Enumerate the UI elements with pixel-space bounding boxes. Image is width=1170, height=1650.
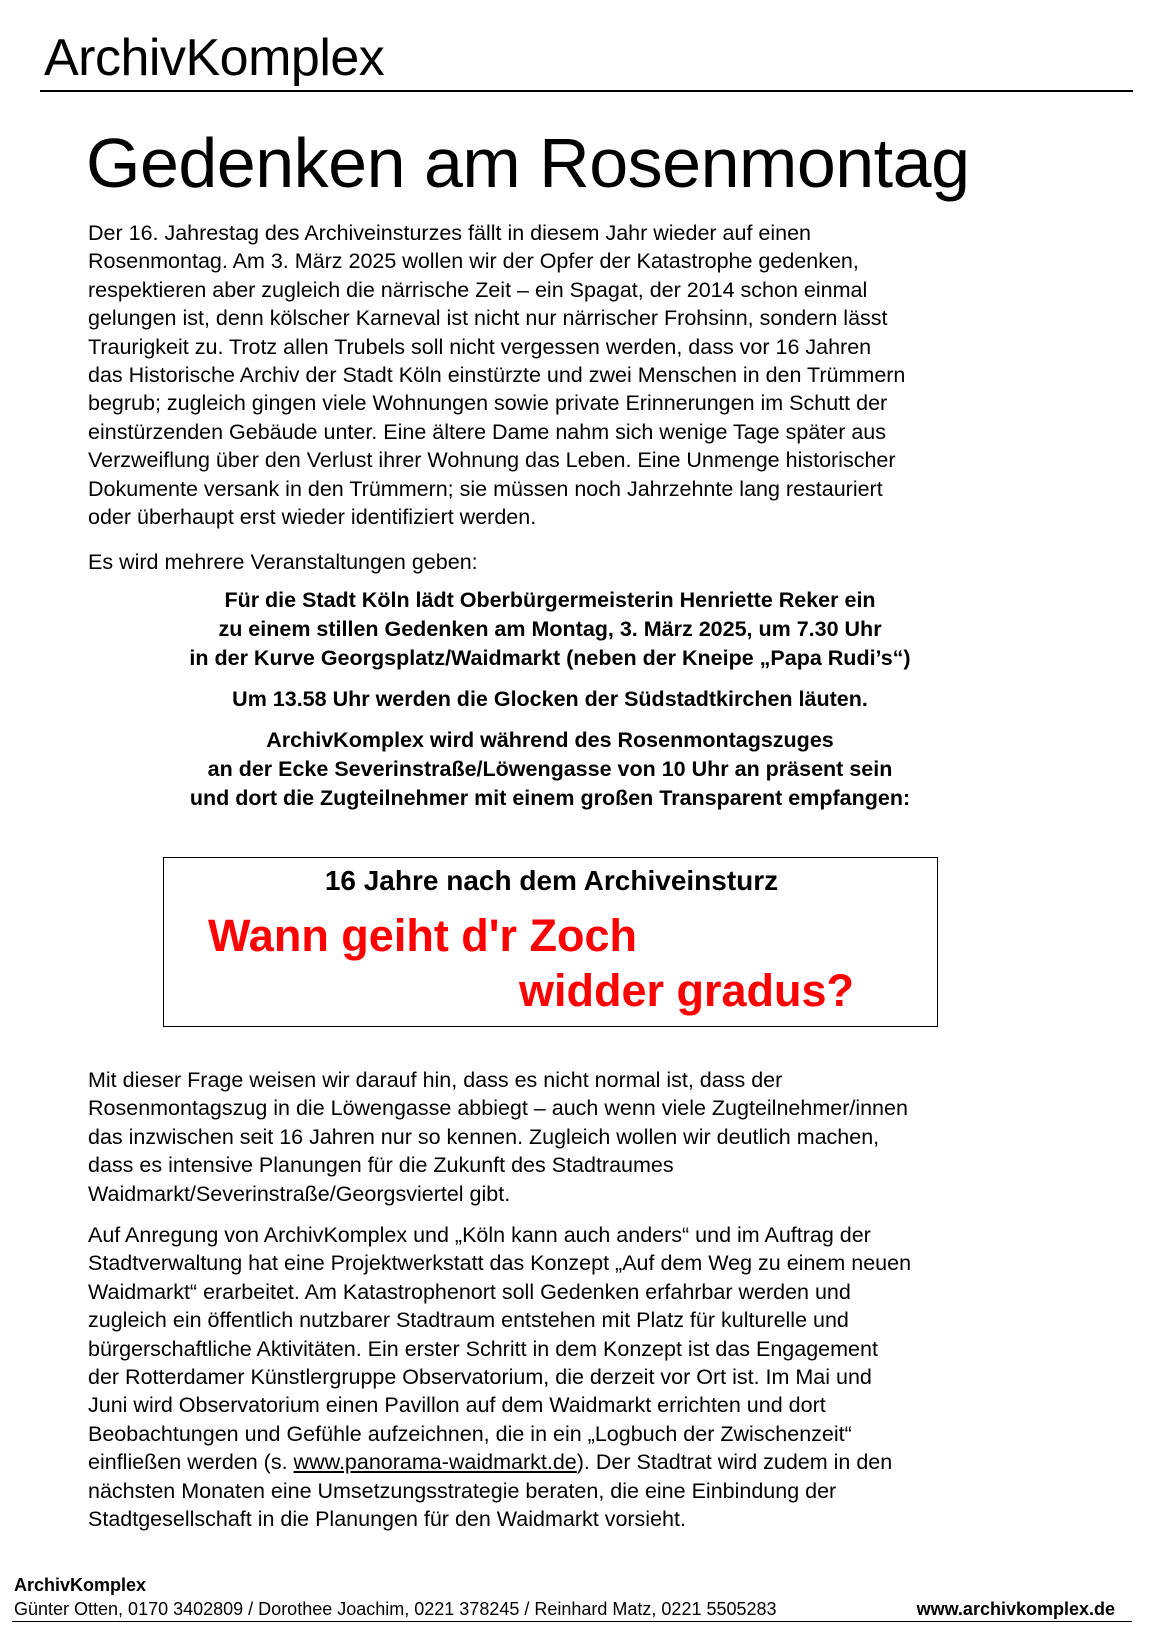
text-line: Um 13.58 Uhr werden die Glocken der Südstadtkirchen läuten. bbox=[232, 687, 868, 711]
events-lead: Es wird mehrere Veranstaltungen geben: bbox=[88, 550, 478, 574]
event-mayor-commemoration bbox=[0, 586, 1100, 673]
text-line: begrub; zugleich gingen viele Wohnungen sowie private Erinnerungen im Schutt der bbox=[88, 391, 888, 416]
banner-slogan-line-1: Wann geiht d'r Zoch bbox=[208, 910, 637, 961]
text-line: bürgerschaftliche Aktivitäten. Ein erster Schritt in dem Konzept ist das Engagement bbox=[88, 1336, 878, 1361]
header-rule bbox=[40, 90, 1133, 92]
project-paragraph bbox=[88, 1221, 1088, 1533]
text-line: dass es intensive Planungen für die Zukunft des Stadtraumes bbox=[88, 1153, 674, 1178]
text-line: Mit dieser Frage weisen wir darauf hin, dass es nicht normal ist, dass der bbox=[88, 1068, 783, 1092]
page-title: Gedenken am Rosenmontag bbox=[86, 124, 970, 202]
text-line: und dort die Zugteilnehmer mit einem großen Transparent empfangen: bbox=[189, 786, 911, 810]
text-line: nächsten Monaten eine Umsetzungsstrategie beraten, die eine Einbindung der bbox=[88, 1478, 837, 1503]
text-line: ArchivKomplex wird während des Rosenmontagszuges bbox=[266, 728, 834, 752]
link-prefix: einfließen werden (s. bbox=[88, 1450, 294, 1475]
text-line: in der Kurve Georgsplatz/Waidmarkt (neben der Kneipe „Papa Rudi’s“) bbox=[189, 646, 911, 670]
text-line: Rosenmontagszug in die Löwengasse abbiegt – auch wenn viele Zugteilnehmer/innen bbox=[88, 1096, 908, 1121]
text-line: oder überhaupt erst wieder identifiziert werden. bbox=[88, 505, 537, 530]
footer-contacts: Günter Otten, 0170 3402809 / Dorothee Joachim, 0221 378245 / Reinhard Matz, 0221 5505283 bbox=[14, 1599, 777, 1619]
text-line: Dokumente versank in den Trümmern; sie müssen noch Jahrzehnte lang restauriert bbox=[88, 476, 883, 501]
event-church-bells bbox=[0, 685, 1100, 714]
text-line: zu einem stillen Gedenken am Montag, 3. März 2025, um 7.30 Uhr bbox=[218, 617, 882, 641]
footer-brand: ArchivKomplex bbox=[14, 1575, 147, 1595]
text-line: Waidmarkt“ erarbeitet. Am Katastrophenort soll Gedenken erfahrbar werden und bbox=[88, 1279, 851, 1304]
link-suffix: ). Der Stadtrat wird zudem in den bbox=[576, 1450, 893, 1475]
event-archivkomplex-parade bbox=[0, 726, 1100, 813]
panorama-waidmarkt-link[interactable]: www.panorama-waidmarkt.de bbox=[293, 1450, 577, 1475]
text-line: Der 16. Jahrestag des Archiveinsturzes fällt in diesem Jahr wieder auf einen bbox=[88, 221, 812, 245]
text-line: Traurigkeit zu. Trotz allen Trubels soll nicht vergessen werden, dass vor 16 Jahren bbox=[88, 334, 872, 359]
text-line: Juni wird Observatorium einen Pavillon auf dem Waidmarkt errichten und dort bbox=[88, 1393, 826, 1418]
footer-rule bbox=[12, 1621, 1132, 1622]
text-line: gelungen ist, denn kölscher Karneval ist nicht nur närrischer Frohsinn, sondern lässt bbox=[88, 306, 888, 331]
text-line: das Historische Archiv der Stadt Köln einstürzte und zwei Menschen in den Trümmern bbox=[88, 363, 906, 388]
banner-slogan-line-2: widder gradus? bbox=[519, 965, 855, 1016]
text-line: Stadtgesellschaft in die Planungen für den Waidmarkt vorsieht. bbox=[88, 1507, 686, 1532]
text-line: Auf Anregung von ArchivKomplex und „Köln kann auch anders“ und im Auftrag der bbox=[88, 1223, 871, 1247]
intro-paragraph bbox=[88, 219, 1088, 531]
text-line: respektieren aber zugleich die närrische Zeit – ein Spagat, der 2014 schon einmal bbox=[88, 277, 868, 302]
text-line: Für die Stadt Köln lädt Oberbürgermeisterin Henriette Reker ein bbox=[224, 588, 876, 612]
text-line: der Rotterdamer Künstlergruppe Observatorium, die derzeit vor Ort ist. Im Mai und bbox=[88, 1365, 872, 1390]
footer-website[interactable]: www.archivkomplex.de bbox=[916, 1599, 1115, 1619]
text-line: Beobachtungen und Gefühle aufzeichnen, die in ein „Logbuch der Zwischenzeit“ bbox=[88, 1421, 852, 1446]
banner-box bbox=[163, 857, 938, 1027]
text-line: Rosenmontag. Am 3. März 2025 wollen wir der Opfer der Katastrophe gedenken, bbox=[88, 249, 859, 274]
text-line-with-link bbox=[88, 1448, 1088, 1476]
text-line: Stadtverwaltung hat eine Projektwerkstatt das Konzept „Auf dem Weg zu einem neuen bbox=[88, 1251, 912, 1276]
brand-name: ArchivKomplex bbox=[44, 29, 385, 87]
banner-heading: 16 Jahre nach dem Archiveinsturz bbox=[324, 865, 779, 896]
explanation-paragraph bbox=[88, 1066, 1088, 1208]
text-line: an der Ecke Severinstraße/Löwengasse von 10 Uhr an präsent sein bbox=[207, 757, 893, 781]
text-line: Waidmarkt/Severinstraße/Georgsviertel gibt. bbox=[88, 1181, 511, 1206]
text-line: einstürzenden Gebäude unter. Eine ältere Dame nahm sich wenige Tage später aus bbox=[88, 419, 886, 444]
text-line: das inzwischen seit 16 Jahren nur so kennen. Zugleich wollen wir deutlich machen, bbox=[88, 1124, 880, 1149]
text-line: zugleich ein öffentlich nutzbarer Stadtraum entstehen mit Platz für kulturelle und bbox=[88, 1308, 849, 1333]
text-line: Verzweiflung über den Verlust ihrer Wohnung das Leben. Eine Unmenge historischer bbox=[88, 448, 896, 473]
